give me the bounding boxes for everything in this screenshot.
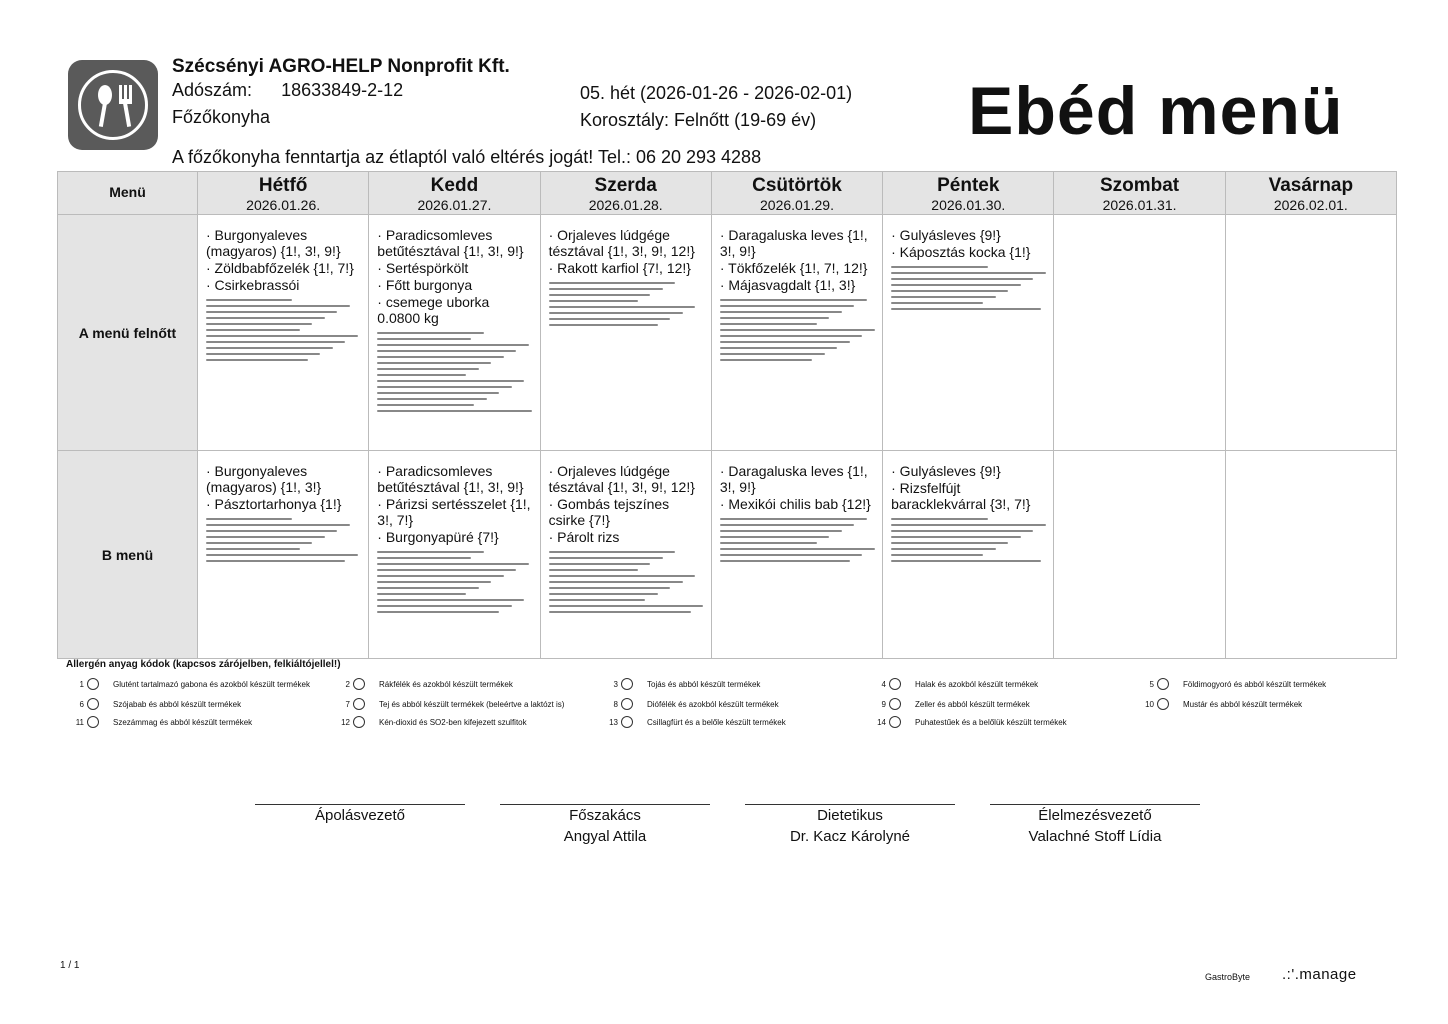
allergen-item: [332, 698, 564, 710]
allergen-icon: [1157, 698, 1169, 710]
fine-print-line: [720, 560, 850, 562]
allergen-icon: [621, 678, 633, 690]
fine-print-line: [206, 359, 308, 361]
allergen-icon: [87, 678, 99, 690]
allergen-item: [332, 678, 513, 690]
allergen-icon: [353, 698, 365, 710]
day-name: Kedd: [430, 175, 479, 196]
day-name: Csütörtök: [752, 175, 842, 196]
day-name: Hétfő: [258, 175, 308, 196]
fine-print-line: [377, 551, 483, 553]
allergen-icon: [353, 678, 365, 690]
signature-name: Valachné Stoff Lídia: [1028, 828, 1162, 845]
menu-cell: [1225, 451, 1396, 659]
day-date: 2026.01.27.: [417, 197, 492, 213]
menu-cell: [883, 215, 1054, 451]
allergen-item: [66, 698, 241, 710]
nutrition-fine-print: [206, 518, 362, 562]
signature-line: [500, 804, 710, 805]
fine-print-line: [720, 542, 817, 544]
allergen-number: 9: [881, 699, 886, 709]
fine-print-line: [206, 536, 325, 538]
allergen-item: [868, 678, 1038, 690]
allergen-icon: [889, 698, 901, 710]
table-header-row: [58, 172, 1397, 215]
day-header: [711, 172, 882, 215]
nutrition-fine-print: [891, 266, 1047, 310]
fine-print-line: [720, 347, 837, 349]
fine-print-line: [206, 530, 337, 532]
allergen-item: [1136, 698, 1302, 710]
menu-cell: [540, 215, 711, 451]
nutrition-fine-print: [549, 282, 705, 326]
fine-print-line: [891, 284, 1021, 286]
dish-item: · Májasvagdalt {1!, 3!}: [719, 277, 856, 293]
nutrition-fine-print: [891, 518, 1047, 562]
dish-item: · Mexikói chilis bab {12!}: [719, 496, 871, 512]
fine-print-line: [377, 593, 466, 595]
dish-item: · Paradicsomleves betűtésztával {1!, 3!, 9!}: [377, 227, 524, 259]
fine-print-line: [206, 305, 350, 307]
allergen-number: 11: [75, 717, 84, 727]
fine-print-line: [377, 338, 471, 340]
fine-print-line: [377, 392, 499, 394]
allergen-icon: [621, 698, 633, 710]
fine-print-line: [206, 560, 345, 562]
allergen-text: Szójabab és abból készült termékek: [113, 699, 242, 709]
fine-print-line: [720, 353, 825, 355]
allergen-icon: [889, 678, 901, 690]
fine-print-line: [377, 380, 524, 382]
fine-print-line: [206, 299, 292, 301]
fine-print-line: [377, 599, 524, 601]
dish-item: · Burgonyaleves (magyaros) {1!, 3!, 9!}: [206, 227, 341, 259]
allergen-text: Földimogyoró és abból készült termékek: [1183, 679, 1327, 689]
fine-print-line: [377, 362, 491, 364]
allergen-number: 14: [877, 717, 886, 727]
fine-print-line: [549, 300, 638, 302]
tax-row: [172, 80, 427, 101]
nutrition-fine-print: [377, 332, 533, 412]
fine-print-line: [891, 554, 983, 556]
company-name: Szécsényi AGRO-HELP Nonprofit Kft.: [172, 56, 510, 77]
fine-print-line: [891, 518, 988, 520]
signature-role: Főszakács: [569, 807, 641, 824]
nutrition-fine-print: [377, 551, 533, 613]
fine-print-line: [891, 272, 1046, 274]
week-range: 05. hét (2026-01-26 - 2026-02-01): [580, 83, 853, 103]
fine-print-line: [891, 302, 983, 304]
fine-print-line: [206, 341, 345, 343]
fine-print-line: [377, 344, 529, 346]
fine-print-line: [206, 335, 358, 337]
menu-column-header: Menü: [58, 172, 198, 215]
brand-gastrobyte: GastroByte: [1205, 972, 1251, 982]
page-title: Ebéd menü: [968, 73, 1344, 149]
fine-print-line: [891, 530, 1033, 532]
fine-print-line: [377, 386, 511, 388]
allergen-item: [66, 678, 310, 690]
fine-print-line: [377, 557, 471, 559]
day-name: Vasárnap: [1268, 175, 1354, 196]
fine-print-line: [206, 353, 320, 355]
allergen-text: Mustár és abból készült termékek: [1183, 699, 1303, 709]
fine-print-line: [549, 605, 704, 607]
fine-print-line: [720, 359, 812, 361]
fine-print-line: [377, 374, 466, 376]
fine-print-line: [377, 404, 474, 406]
dish-item: · Zöldbabfőzelék {1!, 7!}: [206, 260, 354, 276]
fine-print-line: [549, 318, 671, 320]
allergen-item: [600, 698, 779, 710]
dish-item: · Orjaleves lúdgége tésztával {1!, 3!, 9!, 12!}: [548, 463, 695, 495]
allergen-number: 10: [1145, 699, 1154, 709]
allergen-text: Glutént tartalmazó gabona és azokból készült termékek: [113, 679, 310, 689]
day-header: [540, 172, 711, 215]
fine-print-line: [206, 518, 292, 520]
fine-print-line: [720, 317, 829, 319]
fine-print-line: [377, 563, 529, 565]
allergen-number: 4: [881, 679, 886, 689]
allergen-icon: [87, 716, 99, 728]
fine-print-line: [891, 296, 996, 298]
allergen-title: Allergén anyag kódok (kapcsos zárójelben, felkiáltójellel!): [66, 659, 341, 670]
fine-print-line: [206, 323, 312, 325]
dish-item: · Burgonyapüré {7!}: [377, 529, 499, 545]
fine-print-line: [891, 560, 1041, 562]
signature-line: [255, 804, 465, 805]
allergen-number: 12: [341, 717, 350, 727]
plate-icon: [78, 70, 148, 140]
fine-print-line: [720, 524, 854, 526]
fine-print-line: [377, 569, 516, 571]
allergen-icon: [621, 716, 633, 728]
fine-print-line: [206, 329, 300, 331]
signature-line: [745, 804, 955, 805]
fine-print-line: [549, 563, 651, 565]
allergen-item: [600, 716, 786, 728]
allergen-icon: [1157, 678, 1169, 690]
fine-print-line: [720, 530, 842, 532]
fine-print-line: [377, 332, 483, 334]
allergen-item: [868, 716, 1067, 728]
fine-print-line: [206, 548, 300, 550]
day-header: [369, 172, 540, 215]
fine-print-line: [549, 581, 683, 583]
signature-role: Ápolásvezető: [314, 807, 406, 824]
allergen-icon: [353, 716, 365, 728]
menu-cell: [369, 451, 540, 659]
nutrition-fine-print: [720, 299, 876, 361]
fine-print-line: [891, 548, 996, 550]
day-date: 2026.01.26.: [246, 197, 321, 213]
dish-item: · Gombás tejszínes csirke {7!}: [548, 496, 670, 528]
dish-item: · Tökfőzelék {1!, 7!, 12!}: [719, 260, 868, 276]
fine-print-line: [891, 542, 1008, 544]
fine-print-line: [549, 294, 651, 296]
allergen-icon: [87, 698, 99, 710]
dish-item: · Gulyásleves {9!}: [891, 227, 1001, 243]
fine-print-line: [549, 306, 696, 308]
allergen-text: Puhatestűek és a belőlük készült termékek: [915, 717, 1067, 727]
fine-print-line: [549, 282, 676, 284]
dish-item: · Párolt rizs: [548, 529, 620, 545]
menu-cell: [883, 451, 1054, 659]
fine-print-line: [377, 581, 491, 583]
day-name: Szerda: [594, 175, 657, 196]
row-label: A menü felnőtt: [58, 215, 198, 451]
allergen-item: [600, 678, 760, 690]
menu-cell: [198, 215, 369, 451]
allergen-number: 8: [613, 699, 618, 709]
allergen-number: 5: [1149, 679, 1154, 689]
allergen-text: Csillagfürt és a belőle készült termékek: [647, 717, 786, 727]
day-date: 2026.01.28.: [588, 197, 663, 213]
menu-cell: [1054, 215, 1225, 451]
fine-print-line: [549, 587, 671, 589]
dish-item: · Orjaleves lúdgége tésztával {1!, 3!, 9!, 12!}: [548, 227, 695, 259]
fine-print-line: [720, 554, 862, 556]
allergen-item: [66, 716, 252, 728]
allergen-text: Tojás és abból készült termékek: [647, 679, 761, 689]
fine-print-line: [206, 347, 333, 349]
kitchen-type: Főzőkonyha: [172, 107, 271, 127]
menu-table: [57, 171, 1397, 659]
dish-item: · Rakott karfiol {7!, 12!}: [548, 260, 691, 276]
allergen-text: Diófélék és azokból készült termékek: [647, 699, 779, 709]
allergen-text: Rákfélék és azokból készült termékek: [379, 679, 513, 689]
fine-print-line: [720, 518, 867, 520]
nutrition-fine-print: [206, 299, 362, 361]
fine-print-line: [891, 536, 1021, 538]
fine-print-line: [377, 605, 511, 607]
fine-print-line: [549, 611, 691, 613]
menu-cell: [540, 451, 711, 659]
day-name: Szombat: [1099, 175, 1180, 196]
allergen-text: Kén-dioxid és SO2-ben kifejezett szulfitok: [379, 717, 527, 727]
fine-print-line: [720, 536, 829, 538]
allergen-number: 7: [345, 699, 350, 709]
fine-print-line: [377, 398, 486, 400]
signature-name: Dr. Kacz Károlyné: [789, 828, 911, 845]
menu-cell: [1054, 451, 1225, 659]
dish-item: · Daragaluska leves {1!, 3!, 9!}: [719, 463, 868, 495]
fine-print-line: [377, 350, 516, 352]
fine-print-line: [377, 575, 504, 577]
menu-row-a: [58, 215, 1397, 451]
allergen-number: 2: [345, 679, 350, 689]
allergen-text: Tej és abból készült termékek (beleértve a laktózt is): [379, 699, 565, 709]
signature-role: Dietetikus: [817, 807, 883, 824]
day-header: [198, 172, 369, 215]
allergen-text: Szezámmag és abból készült termékek: [113, 717, 253, 727]
menu-row-b: [58, 451, 1397, 659]
fine-print-line: [891, 278, 1033, 280]
day-date: 2026.01.29.: [760, 197, 834, 213]
menu-cell: [711, 215, 882, 451]
fine-print-line: [549, 569, 638, 571]
fine-print-line: [549, 599, 646, 601]
fine-print-line: [891, 290, 1008, 292]
fine-print-line: [549, 324, 658, 326]
fine-print-line: [720, 299, 867, 301]
menu-cell: [369, 215, 540, 451]
dish-item: · Burgonyaleves (magyaros) {1!, 3!}: [206, 463, 322, 495]
allergen-text: Zeller és abból készült termékek: [915, 699, 1030, 709]
allergen-item: [868, 698, 1030, 710]
dish-item: · Sertéspörkölt: [377, 260, 469, 276]
fine-print-line: [377, 368, 479, 370]
restaurant-logo: [68, 60, 158, 150]
fine-print-line: [549, 557, 663, 559]
fine-print-line: [377, 356, 504, 358]
fine-print-line: [206, 317, 325, 319]
fine-print-line: [549, 288, 663, 290]
fine-print-line: [891, 266, 988, 268]
day-header: [1225, 172, 1396, 215]
allergen-number: 6: [79, 699, 84, 709]
spoon-fork-icon: [81, 73, 145, 137]
fine-print-line: [206, 311, 337, 313]
dish-item: · Csirkebrassói: [206, 277, 300, 293]
dish-item: · Gulyásleves {9!}: [891, 463, 1001, 479]
day-date: 2026.01.31.: [1102, 197, 1177, 213]
menu-cell: [198, 451, 369, 659]
allergen-item: [332, 716, 527, 728]
fine-print-line: [720, 305, 854, 307]
signature-line: [990, 804, 1200, 805]
menu-cell: [1225, 215, 1396, 451]
fine-print-line: [549, 593, 658, 595]
signature-name: Angyal Attila: [563, 828, 647, 845]
fine-print-line: [549, 312, 683, 314]
fine-print-line: [549, 575, 696, 577]
fine-print-line: [720, 323, 817, 325]
dish-item: · Káposztás kocka {1!}: [891, 244, 1031, 260]
fine-print-line: [891, 308, 1041, 310]
dish-item: · Főtt burgonya: [377, 277, 473, 293]
nutrition-fine-print: [549, 551, 705, 613]
day-header: [1054, 172, 1225, 215]
fine-print-line: [720, 341, 850, 343]
fine-print-line: [720, 329, 875, 331]
nutrition-fine-print: [720, 518, 876, 562]
notice-text: A főzőkonyha fenntartja az étlaptól való eltérés jogát! Tel.: 06 20 293 4288: [172, 147, 762, 167]
fine-print-line: [720, 311, 842, 313]
tax-number: 18633849-2-12: [281, 80, 404, 100]
dish-item: · Pásztortarhonya {1!}: [206, 496, 342, 512]
day-header: [883, 172, 1054, 215]
day-date: 2026.02.01.: [1273, 197, 1348, 213]
allergen-number: 1: [79, 679, 84, 689]
allergen-number: 3: [613, 679, 618, 689]
fine-print-line: [720, 548, 875, 550]
fine-print-line: [206, 554, 358, 556]
tax-label: Adószám:: [172, 80, 253, 100]
dish-item: · csemege uborka 0.0800 kg: [377, 294, 490, 326]
dish-item: · Párizsi sertésszelet {1!, 3!, 7!}: [377, 496, 531, 528]
fine-print-line: [206, 524, 350, 526]
signature-role: Élelmezésvezető: [1038, 807, 1152, 824]
fine-print-line: [206, 542, 312, 544]
allergen-text: Halak és azokból készült termékek: [915, 679, 1039, 689]
allergen-icon: [889, 716, 901, 728]
dish-item: · Rizsfelfújt baracklekvárral {3!, 7!}: [891, 480, 1031, 512]
fine-print-line: [549, 551, 676, 553]
page-number: 1 / 1: [60, 960, 80, 971]
row-label: B menü: [58, 451, 198, 659]
allergen-number: 13: [609, 717, 618, 727]
fine-print-line: [377, 587, 479, 589]
fine-print-line: [377, 410, 532, 412]
fine-print-line: [720, 335, 862, 337]
allergen-item: [1136, 678, 1326, 690]
day-date: 2026.01.30.: [931, 197, 1006, 213]
day-name: Péntek: [937, 175, 1000, 196]
brand-manage-logo: .:'.manage: [1282, 966, 1357, 983]
fine-print-line: [377, 611, 499, 613]
dish-item: · Paradicsomleves betűtésztával {1!, 3!, 9!}: [377, 463, 524, 495]
fine-print-line: [891, 524, 1046, 526]
dish-item: · Daragaluska leves {1!, 3!, 9!}: [719, 227, 868, 259]
age-group: Korosztály: Felnőtt (19-69 év): [580, 110, 817, 130]
menu-cell: [711, 451, 882, 659]
